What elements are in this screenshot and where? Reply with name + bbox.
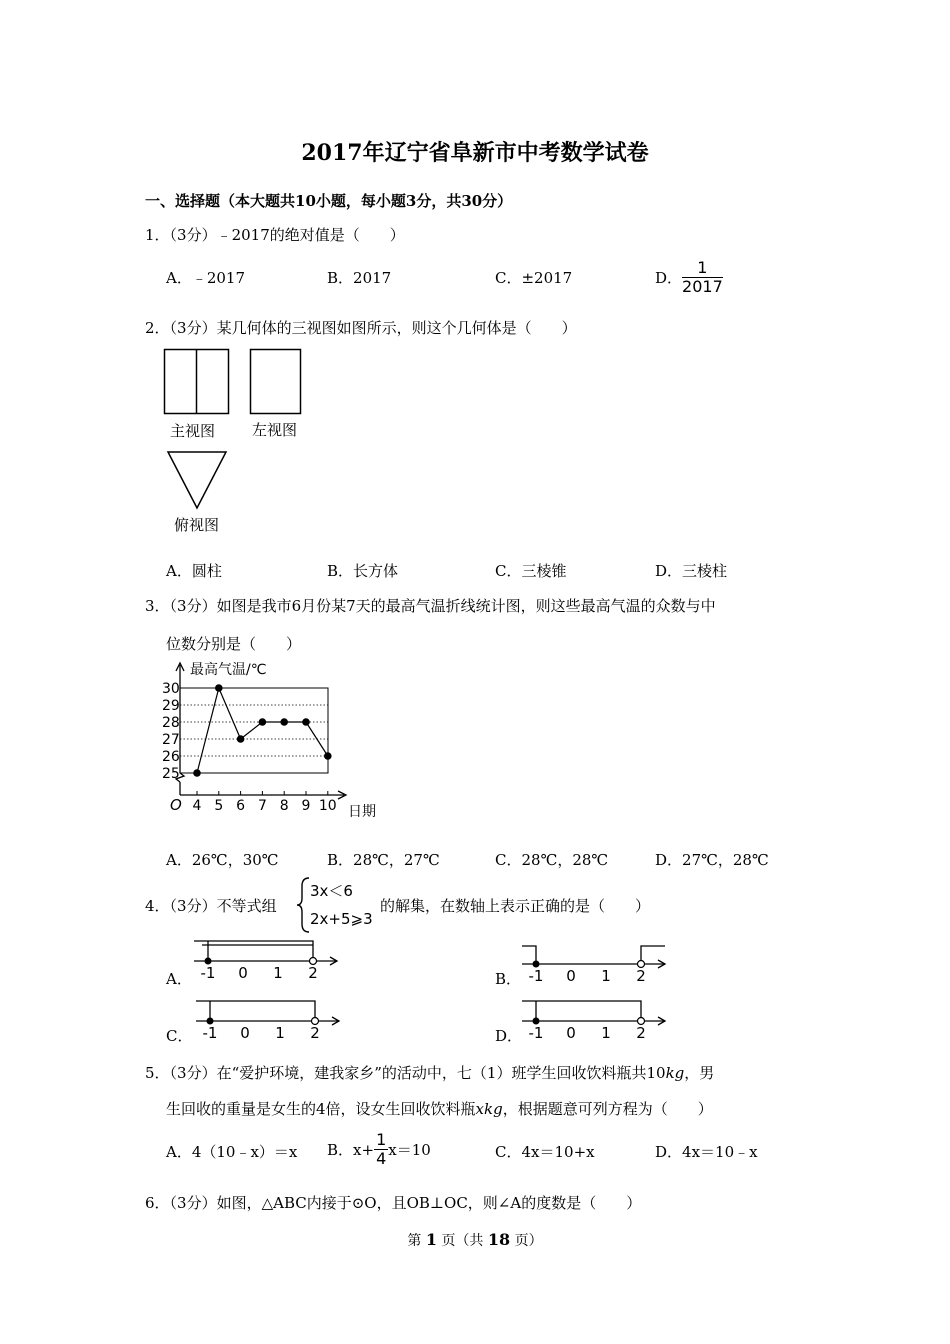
open-point bbox=[638, 961, 645, 968]
left-view-rect bbox=[251, 350, 301, 414]
closed-point bbox=[533, 961, 540, 968]
solution-bracket bbox=[522, 1001, 641, 1017]
chart-data-point bbox=[193, 769, 201, 777]
fraction-numerator: 1 bbox=[682, 259, 723, 278]
q4-option-c: C． bbox=[166, 1027, 193, 1045]
fraction-numerator: 1 bbox=[376, 1130, 387, 1149]
number-line-tick-label: 2 bbox=[636, 967, 646, 985]
q5-stem1-pre: 5．（3分）在“爱护环境，建我家乡”的活动中，七（1）班学生回收饮料瓶共10 bbox=[145, 1064, 666, 1082]
q3-option-c: C．28℃，28℃ bbox=[495, 851, 609, 869]
number-line-tick-label: -1 bbox=[202, 1024, 218, 1042]
q5-stem-line1 bbox=[145, 1062, 714, 1083]
q1-option-a: A．﹣2017 bbox=[166, 269, 246, 287]
number-line-b bbox=[518, 938, 668, 988]
chart-x-tick-label: 5 bbox=[214, 798, 224, 814]
q1-stem: 1．（3分）﹣2017的绝对值是（ ） bbox=[145, 226, 405, 244]
q5-stem1-post: ，男 bbox=[684, 1064, 715, 1082]
chart-x-tick-label: 8 bbox=[279, 798, 289, 814]
chart-y-tick-label: 26 bbox=[162, 749, 180, 765]
q1-option-d bbox=[655, 259, 723, 296]
q1-option-d-fraction bbox=[682, 259, 723, 296]
chart-title: 最高气温/℃ bbox=[190, 662, 267, 678]
closed-point bbox=[207, 1018, 214, 1025]
top-view-label: 俯视图 bbox=[174, 516, 220, 534]
q2-option-a: A．圆柱 bbox=[166, 562, 222, 580]
q5-option-b-fraction bbox=[374, 1131, 388, 1168]
temperature-line-chart bbox=[160, 655, 390, 825]
q5-stem2-var: xkg bbox=[475, 1100, 503, 1118]
q4-stem-pre: 4．（3分）不等式组 bbox=[145, 897, 277, 915]
chart-data-point bbox=[237, 735, 245, 743]
q4-option-b: B． bbox=[495, 970, 522, 988]
chart-x-tick-label: 7 bbox=[257, 798, 267, 814]
chart-y-tick-label: 28 bbox=[162, 715, 180, 731]
chart-data-point bbox=[215, 684, 223, 692]
number-line-tick-label: -1 bbox=[528, 1024, 544, 1042]
q4-stem-post: 的解集，在数轴上表示正确的是（ ） bbox=[380, 897, 651, 915]
q4-inequality-2: 2x+5⩾3 bbox=[310, 910, 373, 928]
q5-stem-line2 bbox=[166, 1098, 713, 1119]
q3-option-a: A．26℃，30℃ bbox=[166, 851, 279, 869]
chart-series-line bbox=[197, 688, 328, 773]
q5-stem2-post: ，根据题意可列方程为（ ） bbox=[502, 1100, 713, 1118]
q5-stem2-pre: 生回收的重量是女生的4倍，设女生回收饮料瓶 bbox=[166, 1100, 476, 1118]
number-line-tick-label: 2 bbox=[310, 1024, 320, 1042]
chart-x-tick-label: 10 bbox=[318, 798, 337, 814]
q5-option-d: D．4x＝10﹣x bbox=[655, 1143, 758, 1161]
number-line-tick-label: 1 bbox=[273, 964, 283, 982]
number-line-tick-label: 0 bbox=[566, 1024, 576, 1042]
chart-x-axis-label: 日期 bbox=[348, 804, 376, 820]
footer-page-number: 1 bbox=[425, 1230, 437, 1249]
q2-option-d: D．三棱柱 bbox=[655, 562, 728, 580]
q3-option-b: B．28℃，27℃ bbox=[327, 851, 440, 869]
q3-stem-line1: 3．（3分）如图是我市6月份某7天的最高气温折线统计图，则这些最高气温的众数与中 bbox=[145, 597, 716, 615]
chart-data-point bbox=[259, 718, 267, 726]
chart-x-tick-label: 6 bbox=[236, 798, 246, 814]
open-point bbox=[312, 1018, 319, 1025]
q3-stem-line2: 位数分别是（ ） bbox=[166, 635, 302, 653]
chart-data-point bbox=[324, 752, 332, 760]
q4-inequality-1: 3x＜6 bbox=[310, 882, 353, 900]
number-line-tick-label: 1 bbox=[601, 1024, 611, 1042]
q5-option-b bbox=[327, 1131, 431, 1168]
number-line-tick-label: 0 bbox=[566, 967, 576, 985]
footer-pre: 第 bbox=[407, 1233, 422, 1249]
chart-x-tick-label: 4 bbox=[192, 798, 202, 814]
number-line-tick-label: -1 bbox=[528, 967, 544, 985]
section-heading: 一、选择题（本大题共10小题，每小题3分，共30分） bbox=[145, 192, 513, 210]
chart-y-tick-label: 25 bbox=[162, 766, 180, 782]
number-line-tick-label: 1 bbox=[275, 1024, 285, 1042]
number-line-tick-label: 0 bbox=[238, 964, 248, 982]
chart-y-tick-label: 27 bbox=[162, 732, 180, 748]
solution-bracket bbox=[196, 1001, 315, 1017]
q1-option-d-label: D． bbox=[655, 269, 683, 287]
number-line-tick-label: 0 bbox=[240, 1024, 250, 1042]
chart-data-point bbox=[280, 718, 288, 726]
number-line-a bbox=[190, 935, 340, 985]
q1-option-c: C．±2017 bbox=[495, 269, 573, 287]
fraction-denominator: 2017 bbox=[682, 277, 723, 296]
q6-stem: 6．（3分）如图，△ABC内接于⊙O，且OB⊥OC，则∠A的度数是（ ） bbox=[145, 1194, 642, 1212]
open-point bbox=[638, 1018, 645, 1025]
closed-point bbox=[205, 958, 212, 965]
fraction-denominator: 4 bbox=[376, 1149, 387, 1168]
solution-bracket bbox=[194, 941, 313, 957]
chart-y-tick-label: 29 bbox=[162, 698, 180, 714]
chart-y-tick-label: 30 bbox=[162, 681, 180, 697]
q3-option-d: D．27℃，28℃ bbox=[655, 851, 769, 869]
footer-total-pages: 18 bbox=[487, 1230, 511, 1249]
solution-bracket-right bbox=[641, 946, 665, 960]
three-view-figure bbox=[160, 345, 320, 540]
q4-option-a: A． bbox=[166, 970, 192, 988]
q5-option-c: C．4x＝10+x bbox=[495, 1143, 595, 1161]
number-line-tick-label: 2 bbox=[636, 1024, 646, 1042]
number-line-tick-label: 2 bbox=[308, 964, 318, 982]
number-line-d bbox=[518, 995, 668, 1045]
q5-option-a: A．4（10﹣x）＝x bbox=[166, 1143, 298, 1161]
chart-data-point bbox=[302, 718, 310, 726]
number-line-tick-label: -1 bbox=[200, 964, 216, 982]
open-point bbox=[310, 958, 317, 965]
page-title: 2017年辽宁省阜新市中考数学试卷 bbox=[301, 140, 649, 166]
chart-origin-label: O bbox=[170, 796, 182, 814]
q5-option-b-post: x＝10 bbox=[388, 1141, 431, 1159]
q2-option-b: B．长方体 bbox=[327, 562, 399, 580]
top-view-triangle bbox=[168, 452, 226, 508]
number-line-c bbox=[192, 995, 342, 1045]
left-view-label: 左视图 bbox=[252, 421, 298, 439]
main-view-label: 主视图 bbox=[170, 422, 216, 440]
page-footer bbox=[0, 1230, 950, 1250]
q2-option-c: C．三棱锥 bbox=[495, 562, 567, 580]
chart-plot-border bbox=[180, 688, 328, 773]
q5-option-b-pre: B．x+ bbox=[327, 1141, 375, 1159]
q4-option-d: D． bbox=[495, 1027, 523, 1045]
number-line-tick-label: 1 bbox=[601, 967, 611, 985]
closed-point bbox=[533, 1018, 540, 1025]
q5-stem1-unit: kg bbox=[665, 1064, 685, 1082]
chart-x-tick-label: 9 bbox=[301, 798, 311, 814]
footer-post: 页） bbox=[514, 1233, 543, 1249]
footer-mid: 页（共 bbox=[441, 1233, 484, 1249]
q2-stem: 2．（3分）某几何体的三视图如图所示，则这个几何体是（ ） bbox=[145, 319, 577, 337]
q1-option-b: B．2017 bbox=[327, 269, 392, 287]
